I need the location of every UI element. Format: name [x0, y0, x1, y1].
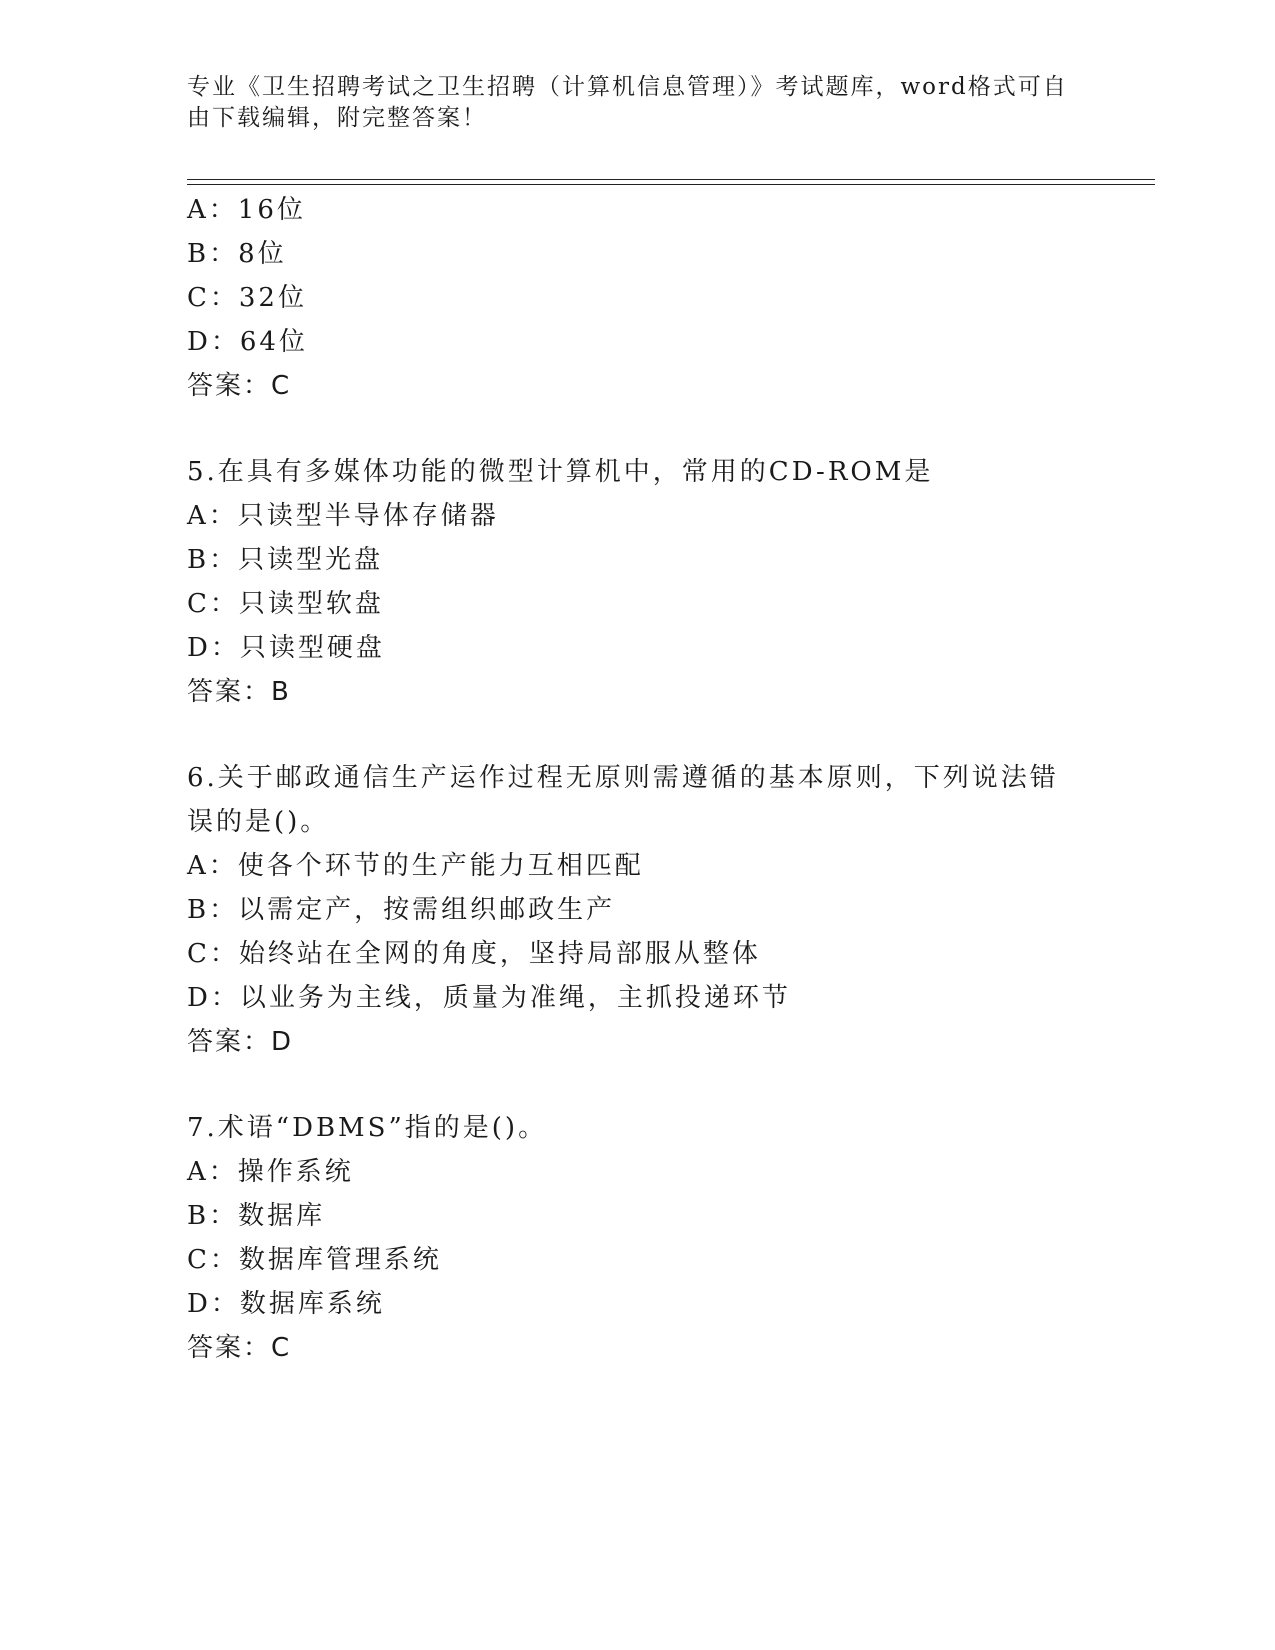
header-line-1: 专业《卫生招聘考试之卫生招聘（计算机信息管理）》考试题库，word格式可自	[187, 74, 1068, 100]
q4-option-c: C：32位	[187, 283, 307, 313]
header-line-2: 由下载编辑，附完整答案！	[187, 105, 487, 131]
q4-option-a: A：16位	[187, 195, 306, 225]
q5-option-a: A：只读型半导体存储器	[187, 501, 499, 531]
q7-option-d: D：数据库系统	[187, 1289, 385, 1319]
q5-stem: 5.在具有多媒体功能的微型计算机中，常用的CD-ROM是	[187, 457, 934, 487]
document-header	[187, 72, 1067, 134]
q5-answer: 答案：B	[187, 677, 291, 707]
q5-option-d: D：只读型硬盘	[187, 633, 385, 663]
q6-answer: 答案：D	[187, 1027, 294, 1057]
q6-stem-line-1: 6.关于邮政通信生产运作过程无原则需遵循的基本原则，下列说法错	[187, 763, 1059, 793]
q7-stem: 7.术语“DBMS”指的是()。	[187, 1113, 548, 1143]
q4-option-d: D：64位	[187, 327, 308, 357]
q7-option-c: C：数据库管理系统	[187, 1245, 442, 1275]
q6-option-b: B：以需定产，按需组织邮政生产	[187, 895, 616, 925]
header-rule-top	[187, 179, 1155, 180]
q6-option-d: D：以业务为主线，质量为准绳，主抓投递环节	[187, 983, 791, 1013]
q6-stem-line-2: 误的是()。	[187, 807, 330, 837]
header-rule-bottom	[187, 184, 1155, 185]
q5-option-c: C：只读型软盘	[187, 589, 384, 619]
q7-option-b: B：数据库	[187, 1201, 326, 1231]
q6-option-c: C：始终站在全网的角度，坚持局部服从整体	[187, 939, 761, 969]
q4-option-b: B：8位	[187, 239, 287, 269]
q7-option-a: A：操作系统	[187, 1157, 354, 1187]
q7-answer: 答案：C	[187, 1333, 292, 1363]
q4-answer: 答案：C	[187, 371, 292, 401]
q6-option-a: A：使各个环节的生产能力互相匹配	[187, 851, 644, 881]
q5-option-b: B：只读型光盘	[187, 545, 384, 575]
